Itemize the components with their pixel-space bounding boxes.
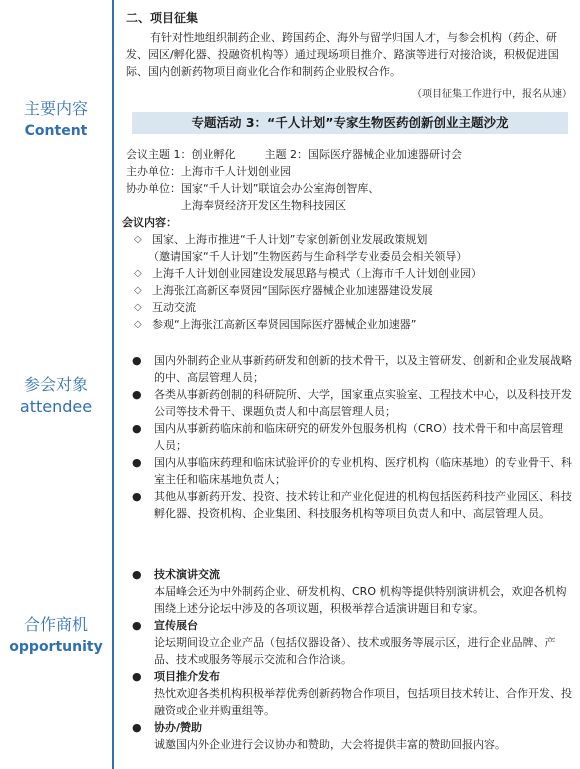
list-item: ◇ 国家、上海市推进“千人计划”专家创新创业发展政策规划 bbox=[134, 233, 428, 246]
list-item: ◇ 上海张江高新区奉贤园“国际医疗器械企业加速器建设发展 bbox=[134, 284, 433, 297]
section-title-zh: 主要内容 bbox=[23, 99, 88, 118]
list-item: ● 其他从事新药开发、投资、技术转让和产业化促进的机构包括医药科技产业园区、科技孵化器、投资机构、企业集团、科技服务机构等项目负责人和中、高层管理人员。 bbox=[132, 490, 572, 520]
opportunity-body: 论坛期间设立企业产品（包括仪器设备）、技术或服务等展示区，进行企业品牌、产品、技术或服务等展示交流和合作洽谈。 bbox=[154, 636, 556, 666]
section-title-zh: 参会对象 bbox=[23, 375, 88, 394]
sidebar-content-label bbox=[0, 96, 112, 139]
bullet-dot-icon: ● bbox=[132, 619, 142, 632]
opportunity-title: 技术演讲交流 bbox=[154, 568, 220, 581]
registration-note: （项目征集工作进行中，报名从速） bbox=[412, 89, 572, 100]
section-title-zh: 合作商机 bbox=[23, 615, 88, 634]
diamond-bullet-icon: ◇ bbox=[134, 234, 142, 245]
activity-banner: 专题活动 3：“千人计划”专家生物医药创新创业主题沙龙 bbox=[132, 112, 568, 134]
list-item bbox=[126, 617, 572, 668]
bullet-dot-icon: ● bbox=[132, 670, 142, 683]
list-item: ● 国内从事新药临床前和临床研究的研发外包服务机构（CRO）技术骨干和中高层管理人员； bbox=[132, 422, 563, 452]
opportunity-title: 项目推介发布 bbox=[154, 670, 220, 683]
project-collection-section bbox=[126, 10, 572, 103]
bullet-dot-icon: ● bbox=[132, 721, 142, 734]
bullet-dot-icon: ● bbox=[132, 388, 142, 401]
diamond-bullet-icon: ◇ bbox=[134, 285, 142, 296]
opportunity-title: 宣传展台 bbox=[154, 619, 198, 632]
list-item: ● 国内从事临床药理和临床试验评价的专业机构、医疗机构（临床基地）的专业骨干、科室主任和临床基地负责人； bbox=[132, 456, 572, 486]
opportunity-list bbox=[126, 566, 572, 753]
list-item: ◇ 互动交流 bbox=[134, 301, 196, 314]
list-item bbox=[126, 719, 572, 753]
meeting-info-section bbox=[122, 146, 572, 333]
meeting-contents-label: 会议内容： bbox=[122, 216, 177, 229]
list-item bbox=[126, 566, 572, 617]
diamond-bullet-icon: ◇ bbox=[134, 319, 142, 330]
opportunity-body: 热忱欢迎各类机构积极举荐优秀创新药物合作项目，包括项目技术转让、合作开发、投融资或企业并购重组等。 bbox=[154, 687, 572, 717]
opportunity-section bbox=[126, 566, 572, 753]
sidebar-attendee-label bbox=[0, 372, 112, 416]
meeting-contents-list bbox=[130, 231, 572, 333]
list-item: ● 各类从事新药创制的科研院所、大学，国家重点实验室、工程技术中心，以及科技开发公司等技术骨干、课题负责人和中高层管理人员； bbox=[132, 388, 572, 418]
co-organizer-1: 协办单位：国家“千人计划”联谊会办公室海创智库、 bbox=[126, 182, 380, 195]
opportunity-title: 协办/赞助 bbox=[154, 721, 203, 734]
list-item: ● 国内外制药企业从事新药研发和创新的技术骨干，以及主管研发、创新和企业发展战略的中、高层管理人员； bbox=[132, 354, 572, 384]
vertical-divider bbox=[112, 0, 114, 769]
bullet-dot-icon: ● bbox=[132, 490, 142, 503]
co-organizer-2: 上海奉贤经济开发区生物科技园区 bbox=[181, 199, 346, 212]
section-title-en: opportunity bbox=[9, 639, 103, 655]
section-paragraph: 有针对性地组织制药企业、跨国药企、海外与留学归国人才，与参会机构（药企、研发、园区/孵化器、投融资机构等）通过现场项目推介、路演等进行对接洽谈，积极促进国际、国内创新药物项目商业化合作和制药企业股权合作。 bbox=[126, 31, 559, 78]
list-item: ◇ 参观“上海张江高新区奉贤园国际医疗器械企业加速器” bbox=[134, 318, 417, 331]
attendee-list bbox=[126, 352, 572, 522]
opportunity-body: 诚邀国内外企业进行会议协办和赞助，大会将提供丰富的赞助回报内容。 bbox=[154, 738, 506, 751]
opportunity-body: 本届峰会还为中外制药企业、研发机构、CRO 机构等提供特别演讲机会，欢迎各机构围绕上述分论坛中涉及的各项议题，积极举荐合适演讲题目和专家。 bbox=[154, 585, 567, 615]
bullet-dot-icon: ● bbox=[132, 354, 142, 367]
section-title-en: attendee bbox=[19, 397, 93, 416]
diamond-bullet-icon: ◇ bbox=[134, 302, 142, 313]
theme-2: 主题 2：国际医疗器械企业加速器研讨会 bbox=[264, 148, 462, 161]
bullet-dot-icon: ● bbox=[132, 568, 142, 581]
list-item: （邀请国家“千人计划”生物医药与生命科学专业委员会相关领导） bbox=[148, 250, 468, 263]
section-heading: 二、项目征集 bbox=[126, 11, 199, 25]
attendee-section bbox=[126, 352, 572, 522]
host-unit: 主办单位：上海市千人计划创业园 bbox=[126, 165, 291, 178]
bullet-dot-icon: ● bbox=[132, 422, 142, 435]
diamond-bullet-icon: ◇ bbox=[134, 268, 142, 279]
list-item: ◇ 上海千人计划创业园建设发展思路与模式（上海市千人计划创业园） bbox=[134, 267, 482, 280]
list-item bbox=[126, 668, 572, 719]
section-title-en: Content bbox=[24, 123, 88, 139]
sidebar-opportunity-label bbox=[0, 612, 112, 655]
bullet-dot-icon: ● bbox=[132, 456, 142, 469]
theme-row bbox=[126, 146, 572, 163]
theme-1: 会议主题 1：创业孵化 bbox=[126, 148, 236, 161]
